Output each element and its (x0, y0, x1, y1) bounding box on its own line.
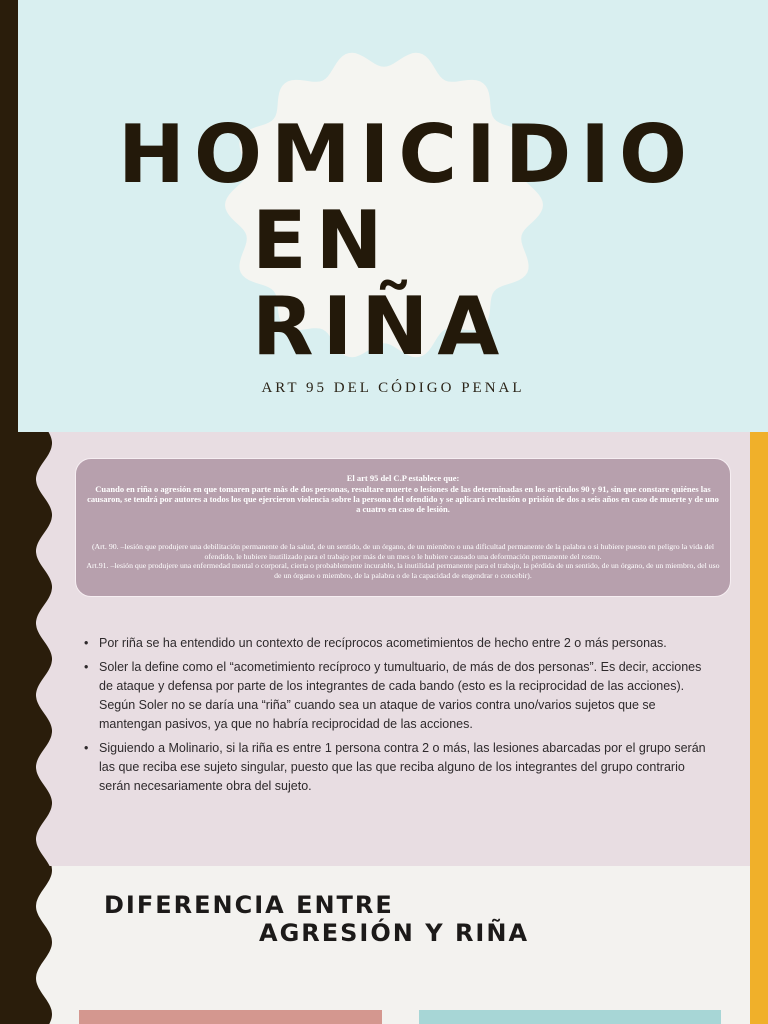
title-slide (0, 0, 768, 432)
wavy-left-border (0, 432, 60, 866)
article-note-90: (Art. 90. –lesión que produjere una debilitación permanente de la salud, de un sentido, de un órgano, de un miembro o una dificultad permanente de la palabra o si hubiere puesto en peligro la vida del ofendido, le hubiere inutilizado para el trabajo por más de un mes o le hubiere causado una deformación permanente del rostro. (91, 542, 715, 561)
bullet-text: Soler la define como el “acometimiento recíproco y tumultuario, de más de dos personas”. Es decir, acciones de ataque y defensa por parte de los integrantes de cada bando (esto es la reciprocidad de las acciones). Según Soler no se daría una “riña” cuando sea un ataque de varios contra uno/varios sujetos que se mantengan pasivos, ya que no habría reciprocidad de las acciones. (99, 660, 702, 731)
content-slide (0, 432, 768, 866)
left-accent-bar (0, 0, 18, 432)
title-line-1: HOMICIDIO (118, 108, 696, 201)
comparison-slide (0, 866, 768, 1024)
rina-card (419, 1010, 721, 1024)
article-note-91: Art.91. –lesión que produjere una enfermedad mental o corporal, cierta o probablemente incurable, la inutilidad permanente para el trabajo, la pérdida de un sentido, de un órgano, de un miembro, del uso de un órgano o miembro, de la palabra o de la capacidad de engendrar o concebir). (86, 561, 720, 580)
list-item (84, 739, 714, 796)
bullet-list (84, 634, 714, 801)
article-quote-title: El art 95 del C.P establece que: (346, 473, 460, 483)
right-accent-bar (750, 866, 768, 1024)
bullet-icon: • (84, 636, 89, 650)
title-line-2: EN RIÑA (252, 194, 509, 373)
bullet-text: Por riña se ha entendido un contexto de recíprocos acometimientos de hecho entre 2 o más personas. (99, 636, 667, 650)
bullet-text: Siguiendo a Molinario, si la riña es entre 1 persona contra 2 o más, las lesiones abarcadas por el grupo serán las que reciba ese sujeto singular, puesto que las que reciba alguno de los integrantes del grupo contrario serán necesariamente obra del sujeto. (99, 741, 706, 793)
list-item (84, 658, 714, 734)
comparison-title-line-1: DIFERENCIA ENTRE (104, 891, 394, 919)
slide-title (118, 108, 696, 373)
wavy-left-border (0, 866, 60, 1024)
agresion-card (79, 1010, 382, 1024)
bullet-icon: • (84, 660, 89, 674)
article-quote-box (75, 458, 731, 597)
comparison-title (104, 891, 704, 947)
comparison-title-line-2: AGRESIÓN Y RIÑA (259, 919, 530, 947)
slide-subtitle: ART 95 DEL CÓDIGO PENAL (261, 380, 525, 396)
right-accent-bar (750, 432, 768, 866)
bullet-icon: • (84, 741, 89, 755)
article-quote-text: Cuando en riña o agresión en que tomaren parte más de dos personas, resultare muerte o lesiones de las determinadas en los artículos 90 y 91, sin que constare quiénes las causaron, se tendrá por autores a todos los que ejercieron violencia sobre la persona del ofendido y se aplicará reclusión o prisión de dos a seis años en caso de muerte y de uno a cuatro en caso de lesión. (87, 484, 719, 514)
list-item (84, 634, 714, 653)
